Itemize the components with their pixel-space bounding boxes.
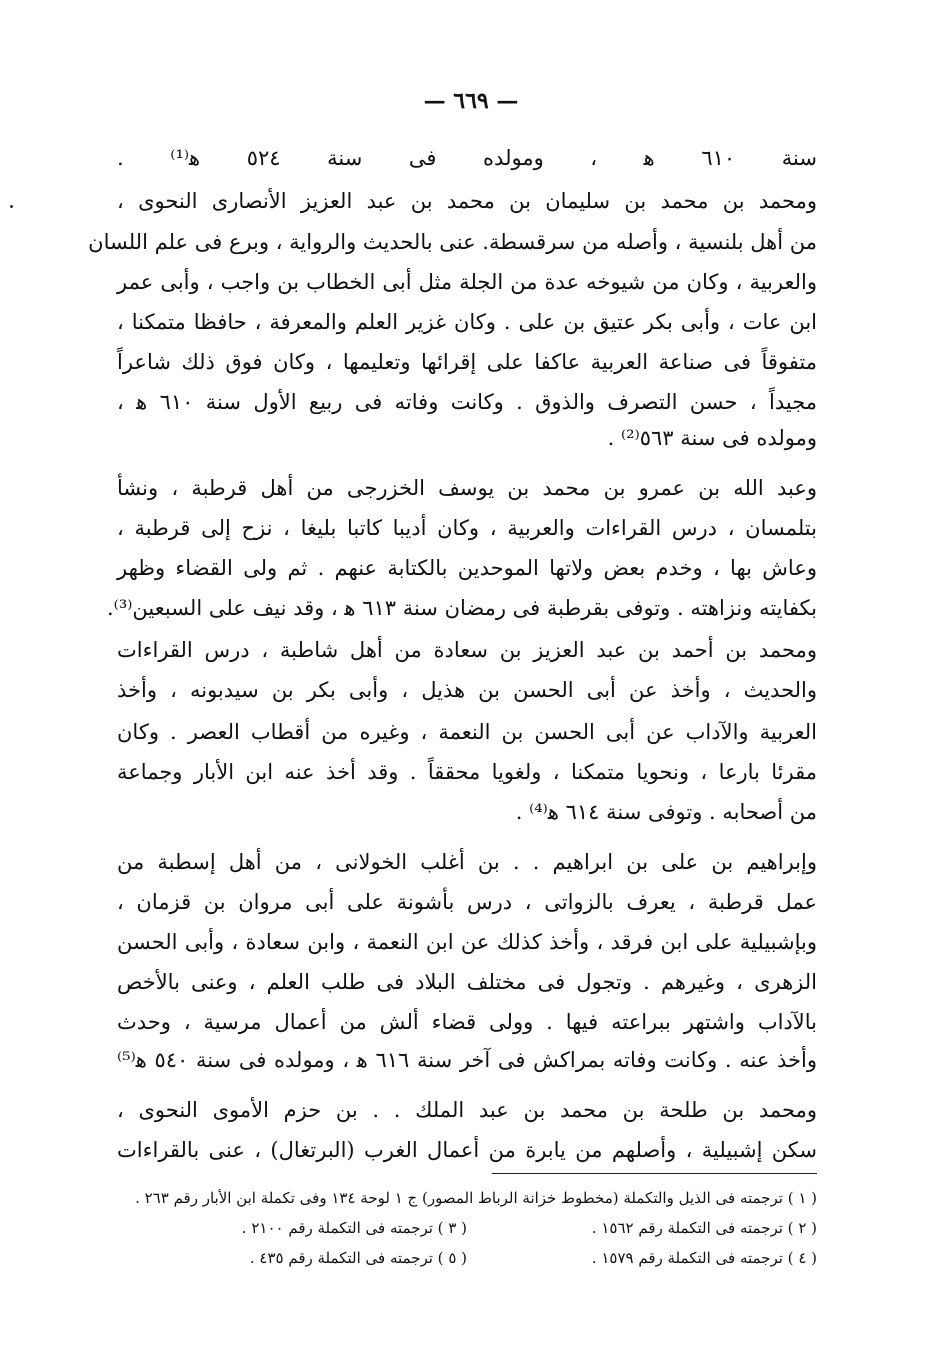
text-line: عمل قرطبة ، يعرف بالزواتى ، درس بأشونة على أبى مروان بن قزمان ، — [117, 890, 817, 914]
text-line: بكفايته ونزاهته . وتوفى بقرطبة فى رمضان سنة ٦١٣ ﻫ ، وقد نيف على السبعين⁽³⁾. — [106, 596, 817, 620]
text-line: سنة ٦١٠ ﻫ ، ومولده فى سنة ٥٢٤ ﻫ⁽¹⁾ . — [117, 146, 817, 170]
margin-speck — [10, 205, 13, 208]
text-line: ومحمد بن محمد بن سليمان بن محمد بن عبد العزيز الأنصارى النحوى ، — [117, 189, 817, 213]
text-line: وبإشبيلية على ابن فرقد ، وأخذ كذلك عن ابن النعمة ، وابن سعادة ، وأبى الحسن — [117, 930, 817, 954]
text-line: مجيداً ، حسن التصرف والذوق . وكانت وفاته فى ربيع الأول سنة ٦١٠ ﻫ ، — [117, 390, 817, 414]
text-line: وأخذ عنه . وكانت وفاته بمراكش فى آخر سنة ٦١٦ ﻫ ، ومولده فى سنة ٥٤٠ ﻫ⁽⁵⁾ — [117, 1048, 817, 1072]
text-line: وعبد الله بن عمرو بن محمد بن يوسف الخزرجى من أهل قرطبة ، ونشأ — [117, 476, 817, 500]
text-line: مقرئا بارعا ، ونحويا متمكنا ، ولغويا محققاً . وقد أخذ عنه ابن الأبار وجماعة — [117, 760, 817, 784]
text-line: الزهرى ، وغيرهم . وتجول فى مختلف البلاد فى طلب العلم ، وعنى بالأخص — [117, 970, 817, 994]
text-line: ومولده فى سنة ٥٦٣⁽²⁾ . — [607, 426, 817, 450]
text-line: ابن عات ، وأبى بكر عتيق بن على . وكان غزير العلم والمعرفة ، حافظا متمكنا ، — [117, 310, 817, 334]
text-line: وإبراهيم بن على بن ابراهيم . . بن أغلب الخولانى ، من أهل إسطبة من — [117, 850, 817, 874]
text-line: من أهل بلنسية ، وأصله من سرقسطة. عنى بالحديث والرواية ، وبرع فى علم اللسان — [88, 230, 817, 254]
footnote-2: ( ٢ ) ترجمته فى التكملة رقم ١٥٦٢ . — [591, 1219, 817, 1237]
text-line: والعربية ، وكان من شيوخه عدة من الجلة مثل أبى الخطاب بن واجب ، وأبى عمر — [117, 270, 817, 294]
text-line: بالآداب واشتهر ببراعته فيها . وولى قضاء ألش من أعمال مرسية ، وحدث — [117, 1010, 817, 1034]
footnote-5: ( ٥ ) ترجمته فى التكملة رقم ٤٣٥ . — [249, 1249, 467, 1267]
footnote-1: ( ١ ) ترجمته فى الذيل والتكملة (مخطوط خزانة الرباط المصور) ج ١ لوحة ١٣٤ وفى تكملة ابن الأبار رقم ٢٦٣ . — [135, 1189, 817, 1207]
text-line: وعاش بها ، وخدم بعض ولاتها الموحدين بالكتابة عنهم . ثم ولى القضاء وظهر — [117, 556, 817, 580]
text-line: متفوقاً فى صناعة العربية عاكفا على إقرائها وتعليمها ، وكان فوق ذلك شاعراً — [117, 350, 817, 374]
text-line: العربية والآداب عن أبى الحسن بن النعمة ، وغيره من أقطاب العصر . وكان — [117, 720, 817, 744]
text-line: والحديث ، وأخذ عن أبى الحسن بن هذيل ، وأبى بكر بن سيدبونه ، وأخذ — [117, 678, 817, 702]
text-line: ومحمد بن أحمد بن عبد العزيز بن سعادة من أهل شاطبة ، درس القراءات — [117, 638, 817, 662]
text-line: من أصحابه . وتوفى سنة ٦١٤ ﻫ⁽⁴⁾ . — [515, 800, 817, 824]
page-number: — ٦٦٩ — — [423, 88, 519, 114]
footnote-divider — [492, 1173, 817, 1174]
text-line: بتلمسان ، درس القراءات والعربية ، وكان أديبا كاتبا بليغا ، نزح إلى قرطبة ، — [117, 516, 817, 540]
text-line: ومحمد بن طلحة بن محمد بن عبد الملك . . بن حزم الأموى النحوى ، — [117, 1098, 817, 1122]
footnote-4: ( ٤ ) ترجمته فى التكملة رقم ١٥٧٩ . — [591, 1249, 817, 1267]
text-line: سكن إشبيلية ، وأصلهم من يابرة من أعمال الغرب (البرتغال) ، عنى بالقراءات — [117, 1138, 817, 1162]
footnote-3: ( ٣ ) ترجمته فى التكملة رقم ٢١٠٠ . — [241, 1219, 467, 1237]
